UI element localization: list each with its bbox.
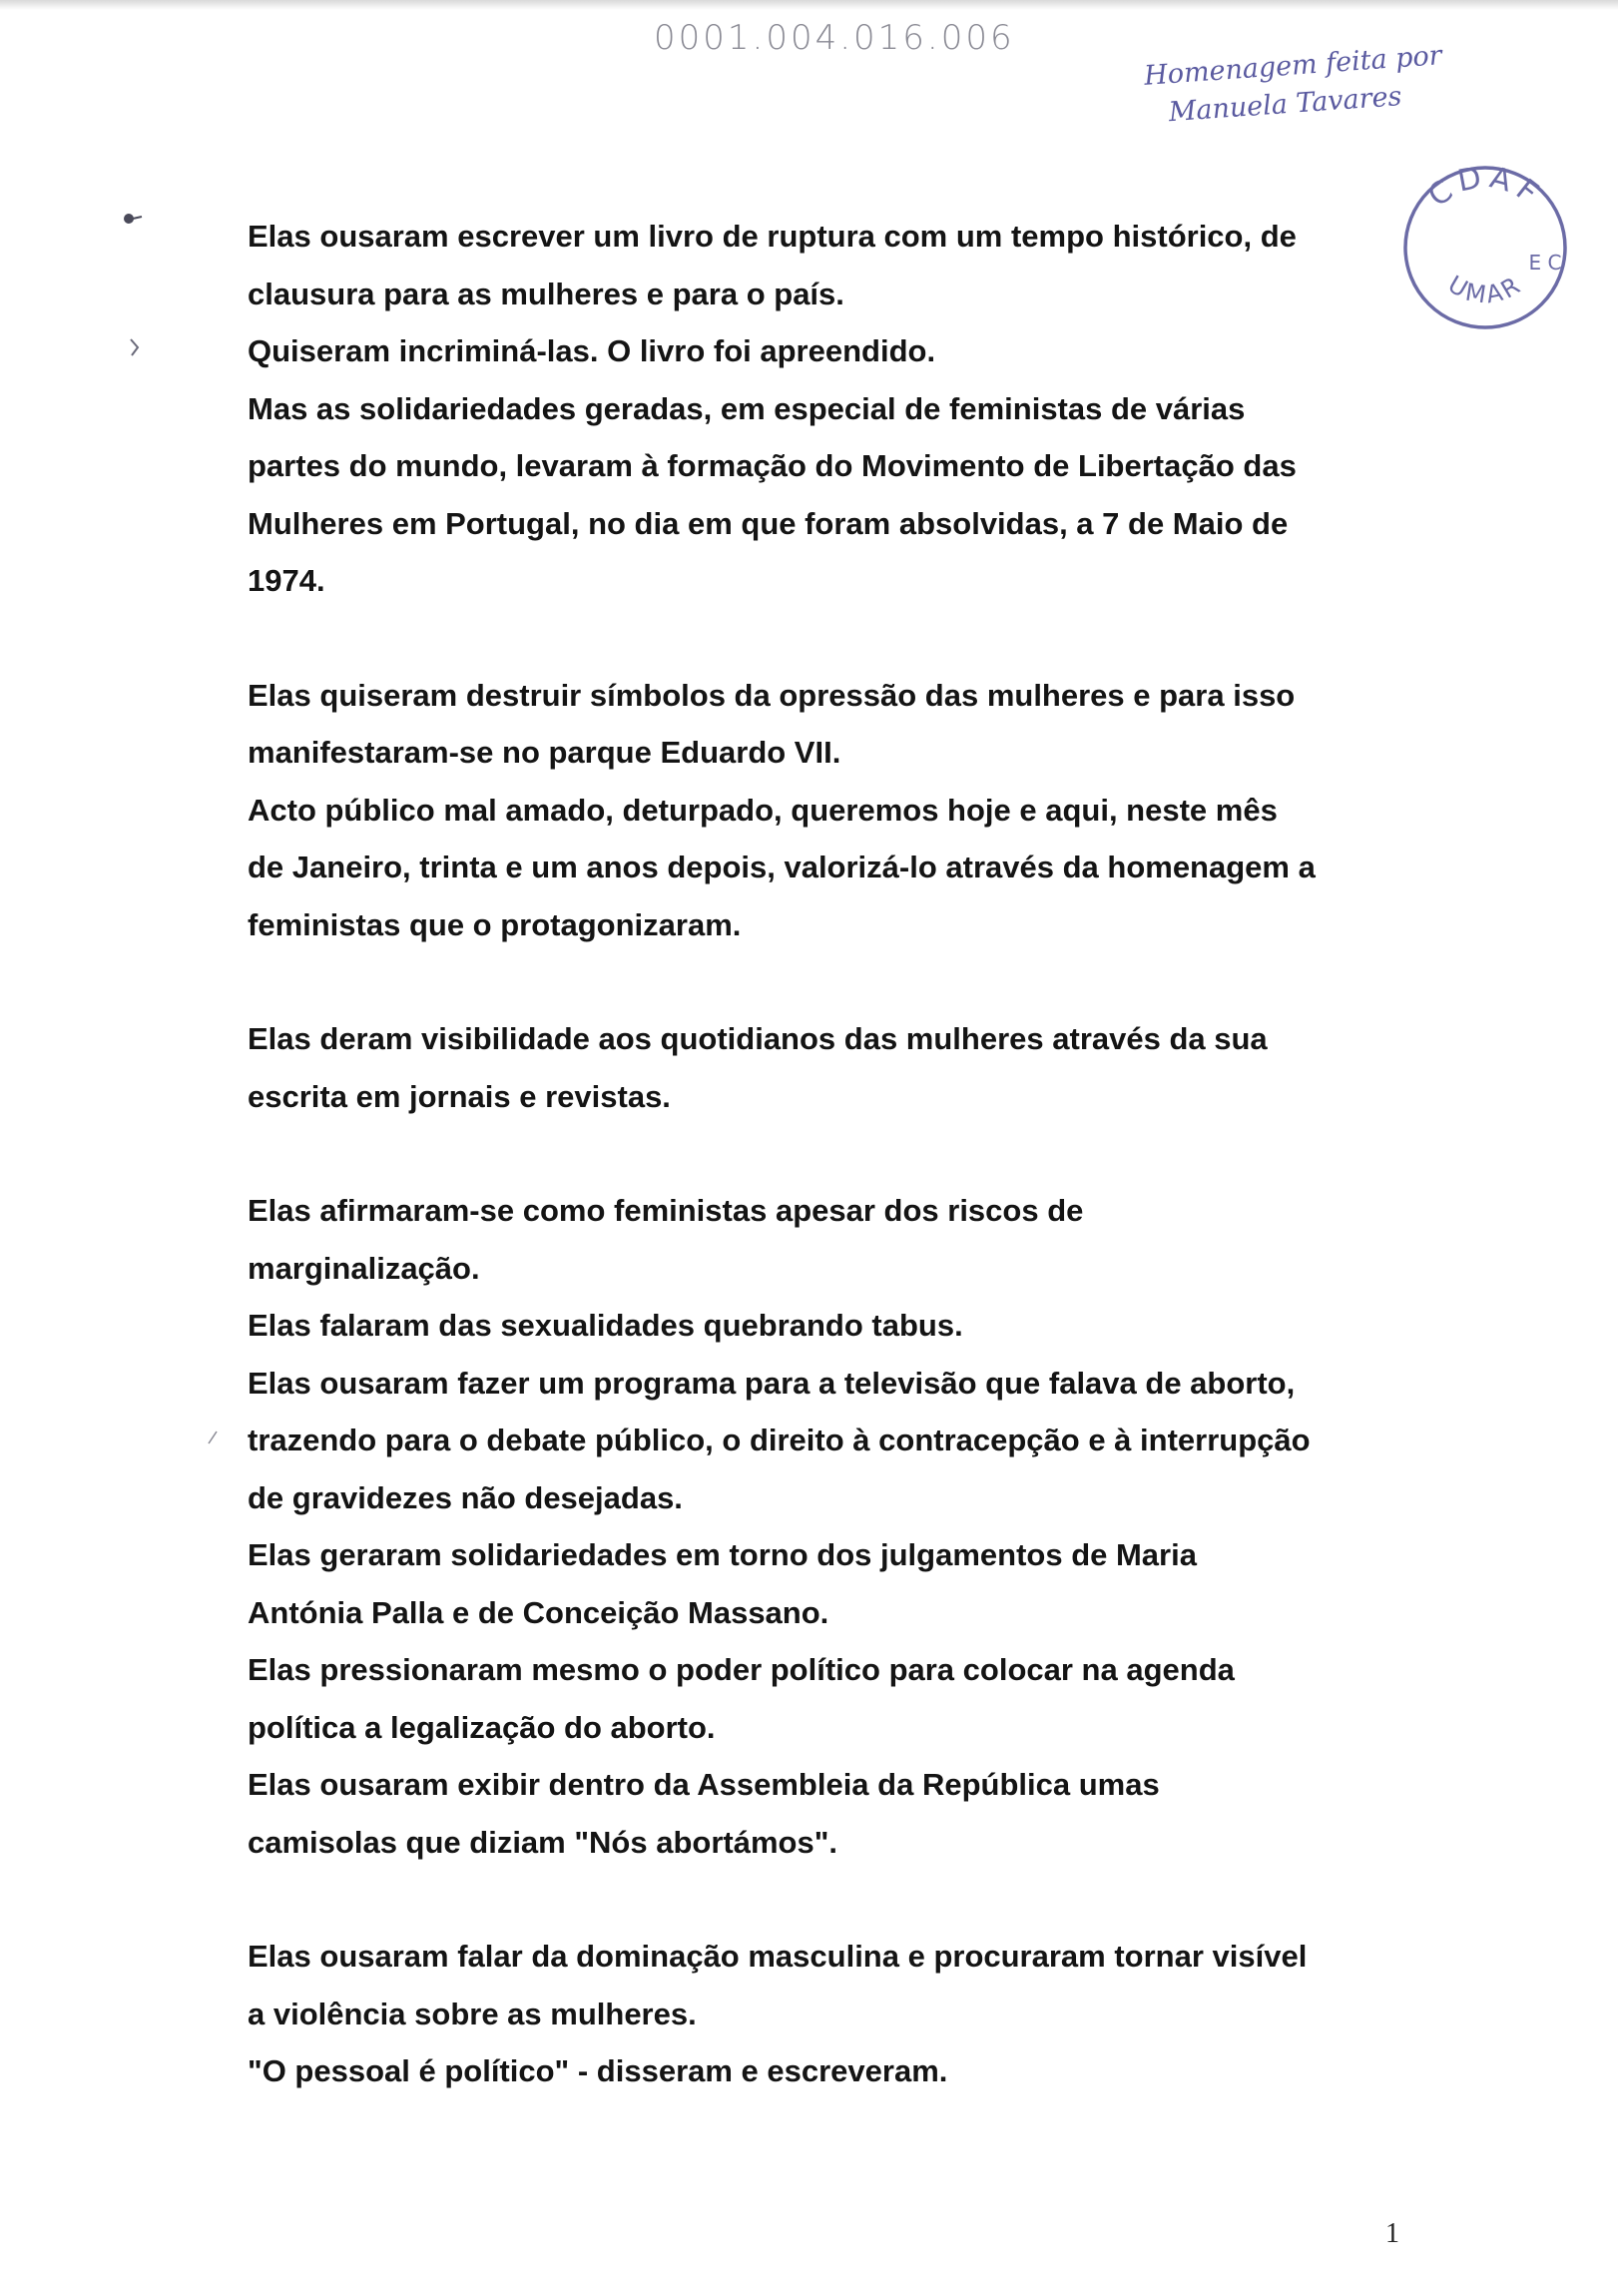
text-line: clausura para as mulheres e para o país. [248,276,844,311]
text-line: Elas afirmaram-se como feministas apesar dos riscos de [248,1193,1084,1228]
stamp-bottom-text: UMAR [1443,270,1527,309]
text-line: Elas deram visibilidade aos quotidianos das mulheres através da sua [248,1021,1268,1056]
text-line: de gravidezes não desejadas. [248,1479,683,1515]
text-line: Elas ousaram exibir dentro da Assembleia da República umas [248,1767,1160,1802]
text-line: Elas falaram das sexualidades quebrando tabus. [248,1308,963,1343]
stamp-top-text: CDAF [1421,159,1549,215]
text-line: trazendo para o debate público, o direito à contracepção e à interrupção [248,1423,1311,1457]
text-line: de Janeiro, trinta e um anos depois, valorizá-lo através da homenagem a [248,850,1316,884]
archive-code: 0001.004.016.006 [654,18,1015,58]
paragraph-2 [248,667,1435,954]
text-line: Mas as solidariedades geradas, em especial de feministas de várias [248,390,1246,426]
text-line: manifestaram-se no parque Eduardo VII. [248,735,841,770]
text-line: camisolas que diziam "Nós abortámos". [248,1824,838,1860]
text-line: feministas que o protagonizaram. [248,906,742,942]
scan-edge [0,0,1618,10]
text-line: marginalização. [248,1250,480,1286]
margin-pencil-mark-icon [206,1430,220,1445]
text-line: a violência sobre as mulheres. [248,1996,697,2031]
handwritten-note-line-1: Homenagem feita por [1143,40,1443,92]
text-line: Elas geraram solidariedades em torno dos julgamentos de Maria [248,1537,1197,1572]
text-line: Elas pressionaram mesmo o poder político para colocar na agenda [248,1652,1235,1687]
paragraph-1 [248,208,1435,610]
text-line: Elas ousaram falar da dominação masculina e procuraram tornar visível [248,1939,1308,1974]
paragraph-gap [248,953,1435,1010]
paragraph-5 [248,1928,1435,2100]
text-line: Antónia Palla e de Conceição Massano. [248,1594,829,1630]
text-line: partes do mundo, levaram à formação do Movimento de Libertação das [248,448,1297,483]
paragraph-gap [248,1125,1435,1182]
paragraph-gap [248,1871,1435,1928]
text-line: Acto público mal amado, deturpado, queremos hoje e aqui, neste mês [248,792,1278,828]
text-line: Quiseram incriminá-las. O livro foi apreendido. [248,333,936,368]
paragraph-gap [248,610,1435,667]
page-number: 1 [1385,2218,1399,2249]
text-line: Elas ousaram escrever um livro de ruptura com um tempo histórico, de [248,219,1297,254]
text-line: Mulheres em Portugal, no dia em que foram absolvidas, a 7 de Maio de [248,505,1289,541]
text-line: "O pessoal é político" - disseram e escreveram. [248,2053,948,2088]
stamp-side-text: E C [1528,251,1562,275]
paragraph-3 [248,1010,1435,1125]
handwritten-note [1143,32,1516,134]
text-line: Elas ousaram fazer um programa para a televisão que falava de aborto, [248,1365,1296,1401]
text-line: política a legalização do aborto. [248,1709,716,1745]
margin-tick-mark-icon [128,337,142,357]
text-line: 1974. [248,563,325,598]
paragraph-4 [248,1182,1435,1871]
text-line: Elas quiseram destruir símbolos da opressão das mulheres e para isso [248,677,1296,713]
document-body [248,208,1435,2100]
handwritten-note-line-2: Manuela Tavares [1167,81,1403,129]
text-line: escrita em jornais e revistas. [248,1078,671,1114]
margin-dot-mark-icon [122,212,144,226]
svg-text:UMAR [1443,271,1527,309]
